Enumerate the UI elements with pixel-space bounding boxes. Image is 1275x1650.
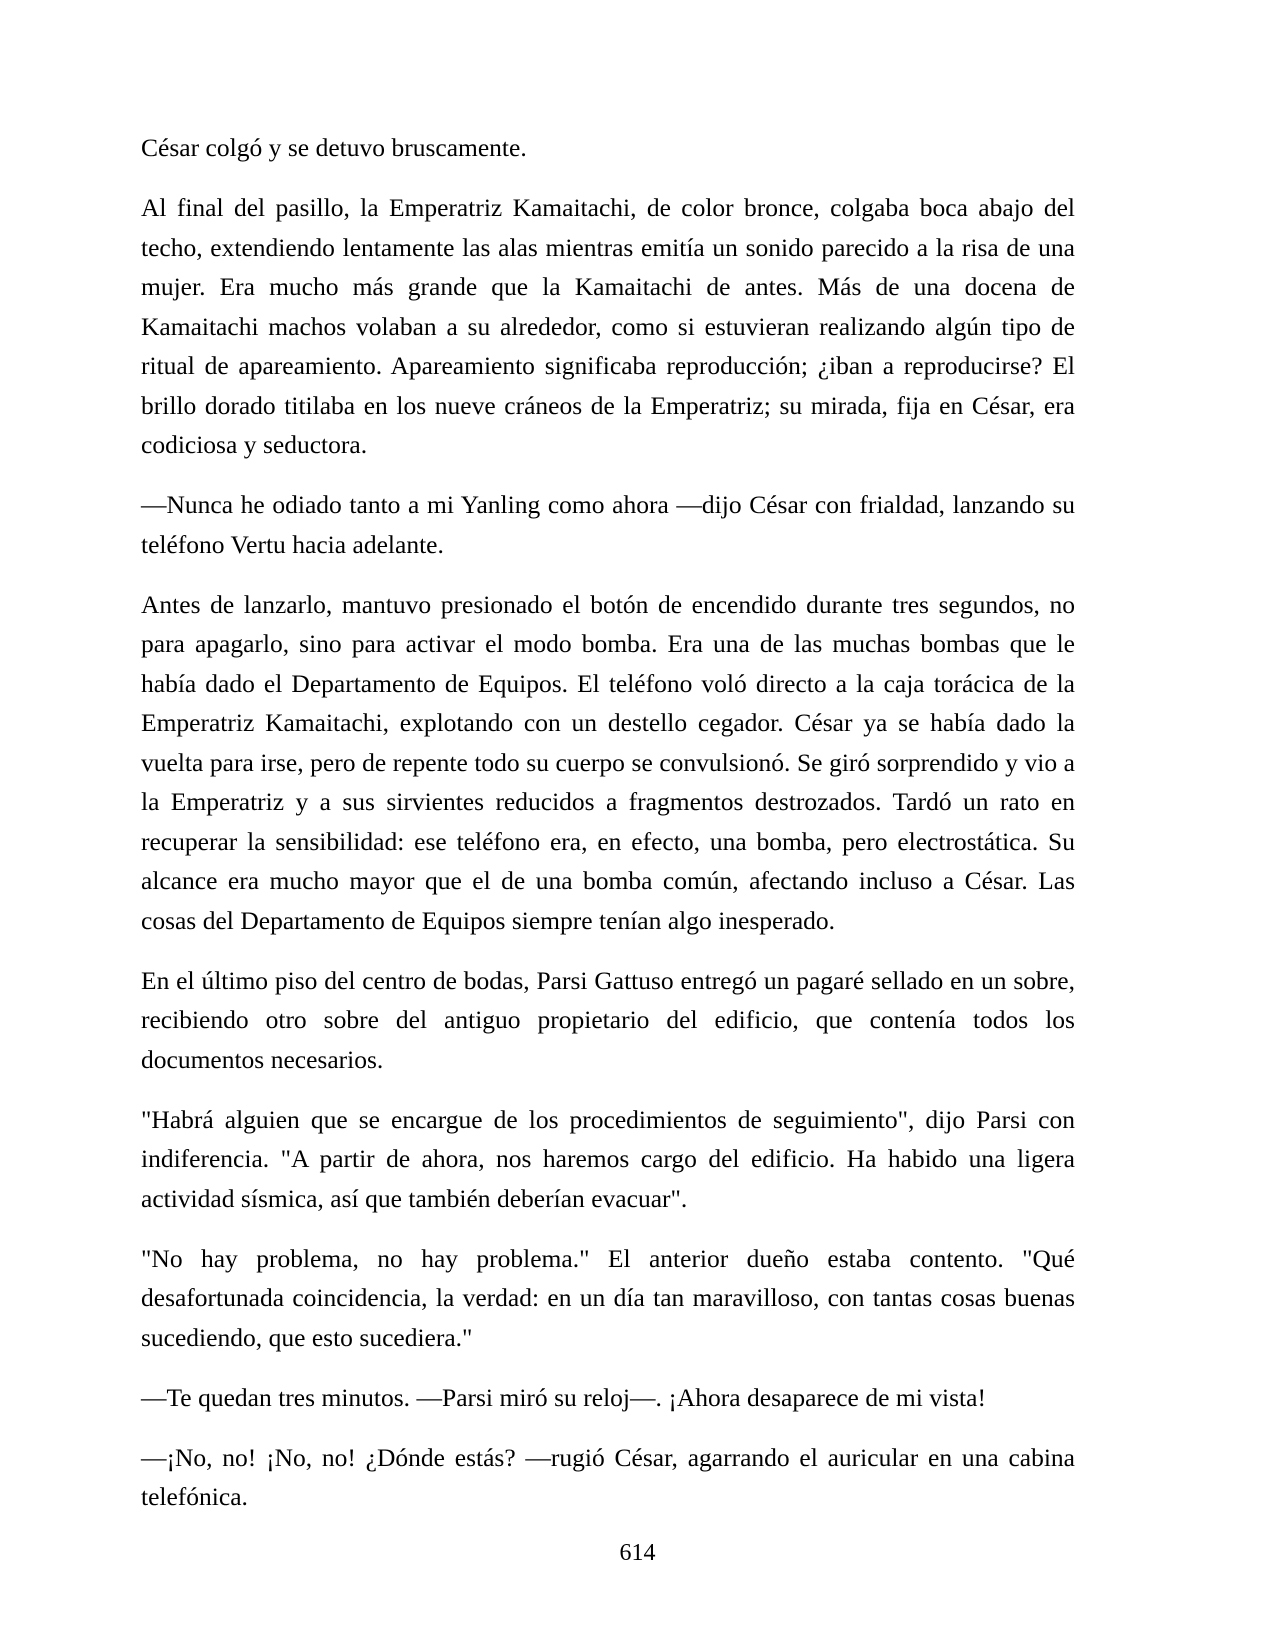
paragraph-3-dialogue: —Nunca he odiado tanto a mi Yanling como ahora —dijo César con frialdad, lanzando su teléfono Vertu hacia adelante. [141, 490, 1075, 559]
paragraph-4: Antes de lanzarlo, mantuvo presionado el botón de encendido durante tres segundos, no para apagarlo, sino para activar el modo bomba. Era una de las muchas bombas que le había dado el Departamento de Equipos. El teléfono voló directo a la caja torácica de la Emperatriz Kamaitachi, explotando con un destello cegador. César ya se había dado la vuelta para irse, pero de repente todo su cuerpo se convulsionó. Se giró sorprendido y vio a la Emperatriz y a sus sirvientes reducidos a fragmentos destrozados. Tardó un rato en recuperar la sensibilidad: ese teléfono era, en efecto, una bomba, pero electrostática. Su alcance era mucho mayor que el de una bomba común, afectando incluso a César. Las cosas del Departamento de Equipos siempre tenían algo inesperado. [141, 589, 1075, 935]
paragraph-9-dialogue: —¡No, no! ¡No, no! ¿Dónde estás? —rugió César, agarrando el auricular en una cabina telefónica. [141, 1442, 1075, 1511]
paragraph-1: César colgó y se detuvo bruscamente. [141, 133, 527, 162]
paragraph-5: En el último piso del centro de bodas, Parsi Gattuso entregó un pagaré sellado en un sobre, recibiendo otro sobre del antiguo propietario del edificio, que contenía todos los documentos necesarios. [141, 965, 1075, 1074]
paragraph-2: Al final del pasillo, la Emperatriz Kamaitachi, de color bronce, colgaba boca abajo del techo, extendiendo lentamente las alas mientras emitía un sonido parecido a la risa de una mujer. Era mucho más grande que la Kamaitachi de antes. Más de una docena de Kamaitachi machos volaban a su alrededor, como si estuvieran realizando algún tipo de ritual de apareamiento. Apareamiento significaba reproducción; ¿iban a reproducirse? El brillo dorado titilaba en los nueve cráneos de la Emperatriz; su mirada, fija en César, era codiciosa y seductora. [141, 193, 1075, 459]
page-number: 614 [619, 1540, 656, 1566]
paragraph-8-dialogue: —Te quedan tres minutos. —Parsi miró su reloj—. ¡Ahora desaparece de mi vista! [141, 1382, 986, 1412]
paragraph-6-quote: "Habrá alguien que se encargue de los procedimientos de seguimiento", dijo Parsi con indiferencia. "A partir de ahora, nos haremos cargo del edificio. Ha habido una ligera actividad sísmica, así que también deberían evacuar". [141, 1104, 1075, 1213]
page-body-text [141, 128, 1075, 1517]
paragraph-7-quote: "No hay problema, no hay problema." El anterior dueño estaba contento. "Qué desafortunada coincidencia, la verdad: en un día tan maravilloso, con tantas cosas buenas sucediendo, que esto sucediera." [141, 1243, 1075, 1352]
